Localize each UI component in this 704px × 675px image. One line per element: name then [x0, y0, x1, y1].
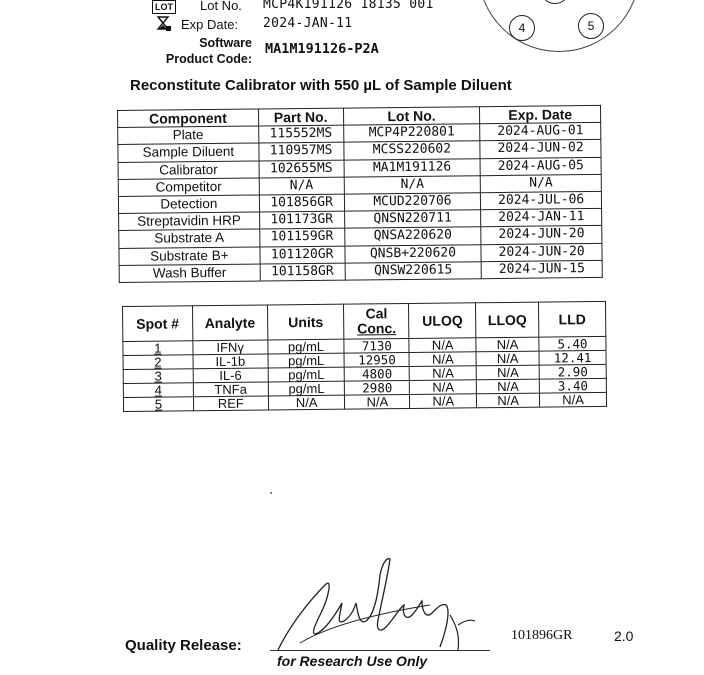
exp-date-label: Exp Date:	[181, 17, 239, 32]
col-header: LLD	[539, 301, 606, 337]
lloq-cell: N/A	[476, 365, 539, 380]
units-cell: pg/mL	[268, 339, 345, 354]
analyte-table	[122, 301, 607, 412]
col-header-cal-conc: Cal Conc.	[344, 303, 409, 339]
lld-cell: 2.90	[539, 364, 606, 379]
exp-date-cell: 2024-AUG-05	[480, 157, 601, 175]
lot-no-cell: QNSN220711	[344, 210, 481, 229]
uloq-cell: N/A	[410, 394, 477, 409]
reconstitute-heading: Reconstitute Calibrator with 550 µL of Sample Diluent	[130, 77, 512, 94]
part-no-cell: N/A	[259, 177, 344, 195]
spot-cell: 5	[123, 397, 193, 412]
units-cell: pg/mL	[268, 353, 345, 368]
document-version: 2.0	[614, 628, 634, 644]
lot-no-cell: MA1M191126	[344, 158, 481, 177]
hourglass-icon	[156, 16, 172, 32]
spot-cell: 1	[123, 341, 193, 356]
col-header: Units	[267, 304, 344, 340]
col-header: Lot No.	[343, 107, 480, 126]
lld-cell: N/A	[540, 392, 607, 407]
part-no-cell: 101159GR	[259, 228, 344, 246]
spot-cell: 4	[123, 383, 193, 398]
part-no-cell: 102655MS	[259, 160, 344, 178]
component-cell: Calibrator	[118, 161, 259, 180]
lot-no-cell: N/A	[344, 175, 481, 194]
exp-date-cell: 2024-JUN-20	[481, 243, 602, 261]
lot-icon: LOT	[152, 0, 176, 14]
analyte-cell: TNFa	[193, 382, 268, 397]
lloq-cell: N/A	[476, 337, 539, 352]
lld-cell: 3.40	[539, 378, 606, 393]
lot-no-cell: MCP4P220801	[343, 124, 480, 143]
units-cell: pg/mL	[268, 381, 345, 396]
exp-date-cell: N/A	[481, 174, 602, 192]
research-use-only-text: for Research Use Only	[277, 653, 428, 669]
component-cell: Plate	[118, 126, 259, 145]
col-header: LLOQ	[476, 302, 539, 338]
quality-release-label: Quality Release:	[125, 637, 242, 654]
exp-date-cell: 2024-JUN-20	[481, 226, 602, 244]
col-header: Analyte	[192, 305, 267, 341]
signature-line	[270, 650, 490, 651]
spot-5-circle: 5	[578, 13, 604, 39]
analyte-header-row	[123, 301, 606, 341]
analyte-cell: IFNγ	[193, 340, 268, 355]
col-header: ULOQ	[409, 303, 476, 339]
spot-4-circle: 4	[509, 15, 535, 41]
lot-no-cell: MCUD220706	[344, 193, 481, 212]
part-no-cell: 101173GR	[259, 211, 344, 229]
component-cell: Detection	[118, 195, 259, 214]
part-no-cell: 101856GR	[259, 194, 344, 212]
cal-conc-cell: N/A	[345, 394, 410, 409]
exp-date-cell: 2024-JAN-11	[481, 209, 602, 227]
col-header: Spot #	[123, 306, 193, 342]
software-label: Software Product Code:	[165, 36, 252, 66]
document-number: 101896GR	[511, 628, 573, 643]
uloq-cell: N/A	[410, 366, 477, 381]
part-no-cell: 101158GR	[260, 263, 345, 281]
lloq-cell: N/A	[477, 393, 540, 408]
exp-date-value: 2024-JAN-11	[263, 16, 353, 31]
cal-conc-cell: 7130	[344, 338, 409, 353]
part-no-cell: 101120GR	[260, 246, 345, 264]
lot-no-cell: QNSA220620	[344, 227, 481, 246]
analyte-cell: IL-6	[193, 368, 268, 383]
lld-cell: 12.41	[539, 350, 606, 365]
lot-no-cell: QNSB+220620	[345, 244, 482, 263]
component-cell: Wash Buffer	[119, 264, 260, 283]
exp-date-cell: 2024-AUG-01	[480, 123, 601, 141]
exp-date-cell: 2024-JUN-02	[480, 140, 601, 158]
uloq-cell: N/A	[409, 352, 476, 367]
uloq-cell: N/A	[410, 380, 477, 395]
part-no-cell: 110957MS	[259, 143, 344, 161]
component-cell: Substrate B+	[119, 247, 260, 266]
spot-cell: 3	[123, 369, 193, 384]
components-table	[117, 105, 603, 283]
lot-no-cell: QNSW220615	[345, 261, 482, 280]
col-header: Exp. Date	[480, 105, 601, 123]
lloq-cell: N/A	[476, 351, 539, 366]
lld-cell: 5.40	[539, 336, 606, 351]
component-cell: Substrate A	[119, 229, 260, 248]
lloq-cell: N/A	[477, 379, 540, 394]
units-cell: pg/mL	[268, 367, 345, 382]
cal-conc-cell: 12950	[344, 352, 409, 367]
analyte-cell: REF	[193, 396, 268, 411]
software-product-code: MA1M191126-P2A	[265, 41, 379, 57]
lot-value: MCP4K191126 18135 001	[263, 0, 434, 12]
exp-date-cell: 2024-JUN-15	[481, 260, 602, 278]
component-cell: Competitor	[118, 178, 259, 197]
cal-conc-cell: 4800	[345, 366, 410, 381]
lot-no-cell: MCSS220602	[343, 141, 480, 160]
col-header: Part No.	[258, 108, 343, 126]
cal-conc-cell: 2980	[345, 380, 410, 395]
col-header: Component	[118, 109, 259, 128]
component-cell: Streptavidin HRP	[119, 212, 260, 231]
exp-date-cell: 2024-JUL-06	[481, 191, 602, 209]
analyte-cell: IL-1b	[193, 354, 268, 369]
lot-label: Lot No.	[200, 0, 242, 13]
uloq-cell: N/A	[409, 338, 476, 353]
units-cell: N/A	[268, 395, 345, 410]
scan-speck	[270, 492, 272, 494]
part-no-cell: 115552MS	[258, 125, 343, 143]
component-cell: Sample Diluent	[118, 143, 259, 162]
spot-cell: 2	[123, 355, 193, 370]
signature-image	[270, 555, 485, 655]
spot-diagram-circle	[478, 0, 640, 52]
